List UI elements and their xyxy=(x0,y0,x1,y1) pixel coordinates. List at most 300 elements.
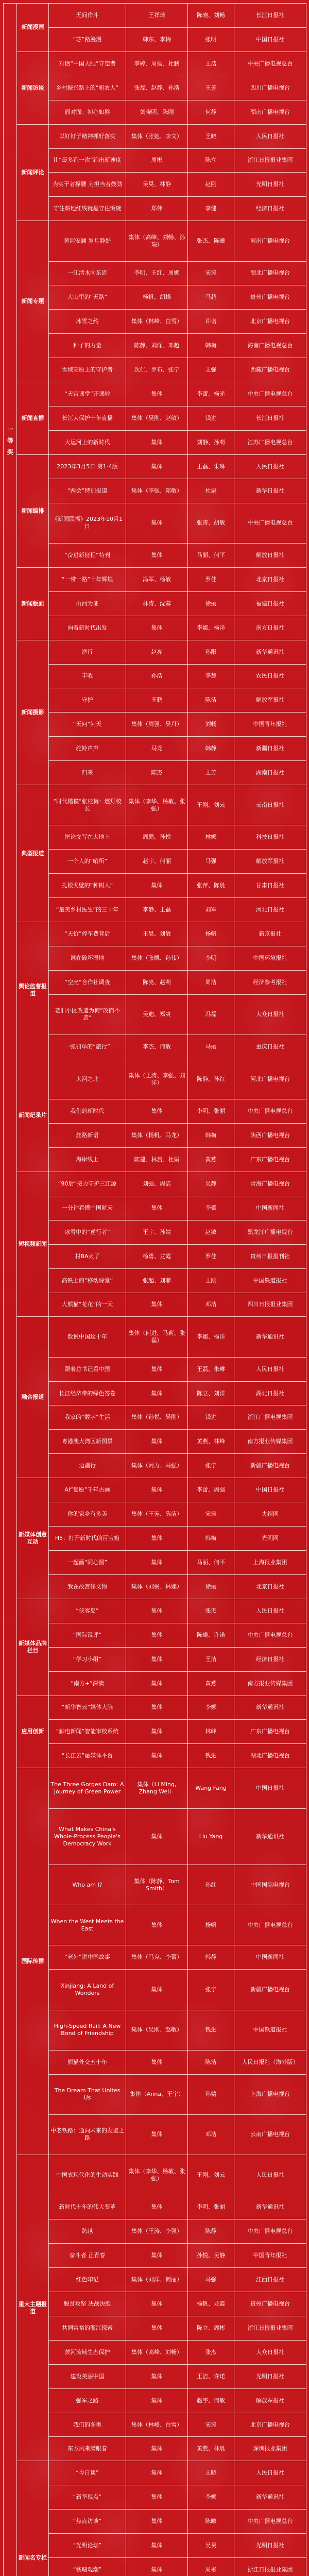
category-label: 新媒体创意互动 xyxy=(17,1478,49,1599)
publisher: 云南日报社 xyxy=(234,785,306,825)
table-row xyxy=(4,1527,306,1551)
authors: 王宇、孙婧 xyxy=(126,1220,188,1244)
publisher: 中国日报社 xyxy=(234,27,306,52)
authors: 集体 xyxy=(126,874,188,898)
authors: 韩东、李梅 xyxy=(126,27,188,52)
table-row xyxy=(4,1035,306,1059)
publisher: 江苏广播电视总台 xyxy=(234,430,306,454)
awards-table-body xyxy=(4,4,306,2576)
work-title: “学习小组” xyxy=(49,1647,126,1671)
category-label: 新闻摄影 xyxy=(17,640,49,785)
table-row xyxy=(4,1124,306,1148)
publisher: 中国环境报社 xyxy=(234,946,306,970)
work-title: H5：打开新时代的百宝箱 xyxy=(49,1527,126,1551)
authors: 集体（Li Ming, Zhang Wei） xyxy=(126,1768,188,1808)
table-row xyxy=(4,2364,306,2388)
work-title: “南方+”深读 xyxy=(49,1671,126,1696)
authors: 集体 xyxy=(126,1478,188,1502)
publisher: 长江日报社 xyxy=(234,4,306,28)
editors: 张杰 xyxy=(188,2340,234,2364)
work-title: “今日谈” xyxy=(49,2461,126,2485)
publisher: 湖北广播电视台 xyxy=(234,261,306,285)
publisher: 人民日报社 xyxy=(234,2155,306,2195)
publisher: 新华日报社 xyxy=(234,479,306,503)
publisher: 深圳报业集团 xyxy=(234,2437,306,2461)
work-title: 无间作斗 xyxy=(49,4,126,28)
work-title: Xinjiang: A Land of Wonders xyxy=(49,1970,126,2010)
editors: 杨帆 xyxy=(188,922,234,946)
editors: 李娜、杨洋 xyxy=(188,1317,234,1357)
work-title: 跟着总书记看中国 xyxy=(49,1357,126,1381)
editors: 杨帆 xyxy=(188,1905,234,1945)
authors: 周彬 xyxy=(126,148,188,173)
editors: 王芳 xyxy=(188,761,234,785)
authors: 冯军、杨敏 xyxy=(126,567,188,591)
editors: 王强 xyxy=(188,358,234,382)
work-title: 冰雪之约 xyxy=(49,310,126,334)
table-row xyxy=(4,874,306,898)
category-label: 新媒体品牌栏目 xyxy=(17,1599,49,1696)
authors: 集体（刘畅、林娜） xyxy=(126,1574,188,1599)
work-title: 粤港澳大湾区新图景 xyxy=(49,1430,126,1454)
publisher: 南方报业传媒集团 xyxy=(234,1671,306,1696)
editors: 韩梅 xyxy=(188,334,234,358)
editors: 黄燕、林晨 xyxy=(188,2437,234,2461)
table-row xyxy=(4,785,306,825)
editors: 张涛、胡敏 xyxy=(188,503,234,543)
publisher: 中国青年报社 xyxy=(234,2244,306,2268)
work-title: 数说中国这十年 xyxy=(49,1317,126,1357)
authors: 李静、王磊 xyxy=(126,898,188,922)
table-row xyxy=(4,406,306,431)
publisher: 中国铁道报社 xyxy=(234,2010,306,2050)
table-row xyxy=(4,4,306,28)
authors: 集体（张凯、孙伟） xyxy=(126,946,188,970)
publisher: 新华通讯社 xyxy=(234,1808,306,1865)
publisher: 新华通讯社 xyxy=(234,2195,306,2219)
work-title: 一张罚单的“旅行” xyxy=(49,1035,126,1059)
publisher: 河北广播电视台 xyxy=(234,1059,306,1099)
work-title: 乡村振兴路上的“新农人” xyxy=(49,76,126,100)
table-row xyxy=(4,2010,306,2050)
work-title: 对话“中国天眼”守望者 xyxy=(49,52,126,76)
category-label: 新闻纪录片 xyxy=(17,1059,49,1172)
table-row xyxy=(4,310,306,334)
editors: 王洁 xyxy=(188,52,234,76)
category-label: 新闻评论 xyxy=(17,124,49,221)
work-title: 扎根戈壁的“种树人” xyxy=(49,874,126,898)
table-row xyxy=(4,1865,306,1905)
authors: 王祥琦 xyxy=(126,4,188,28)
work-title: “最美乡村医生”的三十年 xyxy=(49,898,126,922)
authors: 马龙 xyxy=(126,737,188,761)
table-row xyxy=(4,970,306,994)
authors: 集体（林峰、白雪） xyxy=(126,2413,188,2437)
editors: 马超 xyxy=(188,285,234,310)
publisher: 广东广播电视台 xyxy=(234,1147,306,1172)
table-row xyxy=(4,2219,306,2244)
editors: 马丽、何平 xyxy=(188,1551,234,1575)
table-row xyxy=(4,173,306,197)
table-row xyxy=(4,1293,306,1317)
category-label: 新闻直播 xyxy=(17,382,49,455)
authors: 集体 xyxy=(126,1647,188,1671)
authors: 集体 xyxy=(126,1905,188,1945)
editors: 宋涛 xyxy=(188,1502,234,1527)
table-row xyxy=(4,27,306,52)
category-label: 国际传播 xyxy=(17,1768,49,2155)
authors: 张磊、赵静、孙浩 xyxy=(126,76,188,100)
table-row xyxy=(4,1970,306,2010)
category-label: 应用创新 xyxy=(17,1696,49,1768)
authors: 集体（杨帆、马龙） xyxy=(126,1124,188,1148)
authors: 集体 xyxy=(126,1808,188,1865)
authors: 集体 xyxy=(126,1551,188,1575)
editors: 韩静 xyxy=(188,1945,234,1970)
publisher: 大众日报社 xyxy=(234,2340,306,2364)
editors: 刘畅 xyxy=(188,713,234,737)
work-title: 红色印记 xyxy=(49,2268,126,2292)
table-row xyxy=(4,76,306,100)
authors: 集体（阿力、马强） xyxy=(126,1454,188,1478)
work-title: “老外”讲中国故事 xyxy=(49,1945,126,1970)
work-title: “国际锐评” xyxy=(49,1623,126,1647)
editors: 宋涛 xyxy=(188,261,234,285)
editors: 马丽 xyxy=(188,1035,234,1059)
category-label: 重大主题报道 xyxy=(17,2155,49,2461)
publisher: 中国国际电视台 xyxy=(234,1865,306,1905)
table-row xyxy=(4,1430,306,1454)
editors: 吴静 xyxy=(188,1172,234,1196)
work-title: “90后”接力守护三江源 xyxy=(49,1172,126,1196)
publisher: 新京报社 xyxy=(234,922,306,946)
table-row xyxy=(4,994,306,1035)
work-title: 脱贫攻坚 决战决胜 xyxy=(49,2292,126,2316)
work-title: “触电新闻”智能审校系统 xyxy=(49,1720,126,1744)
authors: 集体 xyxy=(126,2437,188,2461)
authors: 集体 xyxy=(126,1671,188,1696)
authors: 集体（Anna、王宇） xyxy=(126,2074,188,2114)
authors: 集体 xyxy=(126,2534,188,2558)
table-row xyxy=(4,2316,306,2340)
publisher: 光明日报社 xyxy=(234,2364,306,2388)
publisher: 中国日报社 xyxy=(234,1768,306,1808)
publisher: 云南广播电视台 xyxy=(234,2114,306,2155)
publisher: 北京日报社 xyxy=(234,1574,306,1599)
publisher: 新疆日报社 xyxy=(234,737,306,761)
publisher: 中央广播电视总台 xyxy=(234,382,306,406)
table-row xyxy=(4,1720,306,1744)
awards-table xyxy=(3,3,306,2576)
table-row xyxy=(4,1172,306,1196)
work-title: “天宫课堂”开课啦 xyxy=(49,382,126,406)
table-row xyxy=(4,850,306,874)
table-row xyxy=(4,1768,306,1808)
table-row xyxy=(4,1220,306,1244)
authors: 集体 xyxy=(126,2292,188,2316)
publisher: 央视网 xyxy=(234,1502,306,1527)
publisher: 农民日报社 xyxy=(234,664,306,688)
authors: 集体 xyxy=(126,1099,188,1124)
publisher: 大众日报社 xyxy=(234,994,306,1035)
editors: 陈立、刘洋 xyxy=(188,1381,234,1405)
table-row xyxy=(4,1147,306,1172)
table-row xyxy=(4,382,306,406)
authors: 集体（李华、杨敏、张强） xyxy=(126,785,188,825)
editors: 何静 xyxy=(188,100,234,124)
publisher: 中国新闻社 xyxy=(234,1196,306,1220)
work-title: 以钉钉子精神抓好落实 xyxy=(49,124,126,148)
authors: 陈建、林晨、杜娟 xyxy=(126,1147,188,1172)
table-row xyxy=(4,664,306,688)
work-title: 一分钟看懂中国航天 xyxy=(49,1196,126,1220)
table-row xyxy=(4,543,306,567)
editors: 张宁 xyxy=(188,1970,234,2010)
work-title: 老旧小区改造为何“改而不造” xyxy=(49,994,126,1035)
authors: 集体 xyxy=(126,2461,188,2485)
publisher: 光明日报社 xyxy=(234,173,306,197)
authors: 集体 xyxy=(126,1293,188,1317)
table-row xyxy=(4,1502,306,1527)
category-label: 新闻漫画 xyxy=(17,4,49,52)
editors: 黄燕 xyxy=(188,1147,234,1172)
work-title: 大河之北 xyxy=(49,1059,126,1099)
editors: 周彬 xyxy=(188,2558,234,2576)
table-row xyxy=(4,1671,306,1696)
publisher: 经济日报社 xyxy=(234,197,306,221)
editors: 李明、张丽 xyxy=(188,2195,234,2219)
editors: 钱进 xyxy=(188,1744,234,1768)
authors: 集体 xyxy=(126,382,188,406)
table-row xyxy=(4,761,306,785)
work-title: 海岸线上 xyxy=(49,1147,126,1172)
authors: 集体 xyxy=(126,1696,188,1720)
table-row xyxy=(4,688,306,713)
table-row xyxy=(4,1099,306,1124)
table-row xyxy=(4,1317,306,1357)
authors: 集体 xyxy=(126,2195,188,2219)
authors: 集体 xyxy=(126,2485,188,2510)
authors: 集体 xyxy=(126,430,188,454)
work-title: 村BA火了 xyxy=(49,1244,126,1268)
publisher: 海南广播电视总台 xyxy=(234,334,306,358)
publisher: 解放军报社 xyxy=(234,688,306,713)
editors: 张杰 xyxy=(188,1599,234,1623)
table-row xyxy=(4,2510,306,2534)
publisher: 贵州广播电视台 xyxy=(234,2292,306,2316)
authors: 王鹏 xyxy=(126,688,188,713)
table-row xyxy=(4,261,306,285)
table-row xyxy=(4,1905,306,1945)
work-title: 共同富裕的浙江探索 xyxy=(49,2316,126,2340)
publisher: 人民日报社 xyxy=(234,1357,306,1381)
work-title: 中国式现代化的生动实践 xyxy=(49,2155,126,2195)
work-title: “焦点访谈” xyxy=(49,2510,126,2534)
work-title: 守住耕地红线就是守住饭碗 xyxy=(49,197,126,221)
editors: 王芳 xyxy=(188,76,234,100)
table-row xyxy=(4,1551,306,1575)
publisher: 上海广播电视台 xyxy=(234,2074,306,2114)
table-row xyxy=(4,148,306,173)
publisher: 福建日报社 xyxy=(234,591,306,616)
editors: 陈洁 xyxy=(188,2050,234,2074)
editors: 王晓 xyxy=(188,124,234,148)
table-row xyxy=(4,2050,306,2074)
authors: 集体 xyxy=(126,2050,188,2074)
publisher: 贵州广播电视台 xyxy=(234,285,306,310)
category-label: 短视频新闻 xyxy=(17,1172,49,1317)
work-title: 我们的新时代 xyxy=(49,1099,126,1124)
table-row xyxy=(4,221,306,261)
publisher: 陕西广播电视台 xyxy=(234,1124,306,1148)
table-row xyxy=(4,2485,306,2510)
authors: 李明、王红、周娜 xyxy=(126,261,188,285)
table-row xyxy=(4,1945,306,1970)
authors: 周鹏、孙悦 xyxy=(126,825,188,850)
publisher: 青海广播电视台 xyxy=(234,1172,306,1196)
grade-label: 一等奖 xyxy=(6,426,14,460)
publisher: 四川广播电视台 xyxy=(234,76,306,100)
authors: 集体 xyxy=(126,1720,188,1744)
editors: 王晓 xyxy=(188,2461,234,2485)
work-title: “天问”问天 xyxy=(49,713,126,737)
publisher: 河北日报社 xyxy=(234,898,306,922)
authors: 吴迪、郑爽 xyxy=(126,994,188,1035)
editors: 陈立 xyxy=(188,148,234,173)
editors: 陈曦 xyxy=(188,2510,234,2534)
table-row xyxy=(4,52,306,76)
editors: 王刚 xyxy=(188,1268,234,1293)
table-row xyxy=(4,2074,306,2114)
publisher: 湖南广播电视台 xyxy=(234,100,306,124)
work-title: 建设美丽中国 xyxy=(49,2364,126,2388)
work-title: 边疆行 xyxy=(49,1454,126,1478)
table-row xyxy=(4,2558,306,2576)
editors: 马强 xyxy=(188,850,234,874)
editors: 张宁 xyxy=(188,1454,234,1478)
editors: 孙红 xyxy=(188,1865,234,1905)
category-label: 新闻版面 xyxy=(17,567,49,640)
table-row xyxy=(4,1623,306,1647)
category-label: 新闻名专栏 xyxy=(17,2461,49,2576)
category-label: 舆论监督报道 xyxy=(17,922,49,1059)
editors: 杜娟 xyxy=(188,479,234,503)
publisher: 人民日报社 xyxy=(234,2461,306,2485)
work-title: High-Speed Rail: A New Bond of Friendship xyxy=(49,2010,126,2050)
authors: 集体（高峰、刘畅、孙瑞） xyxy=(126,221,188,261)
authors: 赵宇、何丽 xyxy=(126,850,188,874)
work-title: “空壳”合作社调查 xyxy=(49,970,126,994)
publisher: 浙江日报报业集团 xyxy=(234,2558,306,2576)
publisher: 北京日报社 xyxy=(234,567,306,591)
authors: 陈亮、赵莉 xyxy=(126,970,188,994)
authors: 集体（张弛、李文） xyxy=(126,124,188,148)
table-row xyxy=(4,1808,306,1865)
authors: 集体（马克、李蕾） xyxy=(126,1945,188,1970)
work-title: “天价”停车费背后 xyxy=(49,922,126,946)
work-title: The Three Gorges Dam: A Journey of Green Power xyxy=(49,1768,126,1808)
publisher: 人民日报社 xyxy=(234,1599,306,1623)
work-title: 面对面：初心如磐 xyxy=(49,100,126,124)
publisher: 浙江日报报业集团 xyxy=(234,2316,306,2340)
publisher: 解放日报社 xyxy=(234,543,306,567)
table-row xyxy=(4,503,306,543)
publisher: 中央广播电视总台 xyxy=(234,1623,306,1647)
authors: 集体 xyxy=(126,2510,188,2534)
publisher: 湖北日报社 xyxy=(234,1381,306,1405)
work-title: 长江大保护十年直播 xyxy=(49,406,126,431)
work-title: “芯”路漫漫 xyxy=(49,27,126,52)
authors: 李杰、何敏 xyxy=(126,1035,188,1059)
work-title: 谁在破坏湿地 xyxy=(49,946,126,970)
authors: 集体（周强、吴丹） xyxy=(126,713,188,737)
work-title: 熊猫外交五十年 xyxy=(49,2050,126,2074)
authors: 集体 xyxy=(126,1970,188,2010)
authors: 集体（林峰、白雪） xyxy=(126,310,188,334)
publisher: 科技日报社 xyxy=(234,825,306,850)
editors: 李健 xyxy=(188,197,234,221)
work-title: “时代楷模”张桂梅：燃灯校长 xyxy=(49,785,126,825)
editors: 张萍、陈晨 xyxy=(188,874,234,898)
editors: 韩梅 xyxy=(188,1527,234,1551)
publisher: 贵州日报报刊社 xyxy=(234,1244,306,1268)
authors: 集体（刘洋、何丽） xyxy=(126,2268,188,2292)
table-row xyxy=(4,334,306,358)
editors: 赵敏 xyxy=(188,1220,234,1244)
category-label: 融合报道 xyxy=(17,1317,49,1478)
editors: 马强 xyxy=(188,2268,234,2292)
editors: 马丽、何平 xyxy=(188,543,234,567)
editors: 陈洁 xyxy=(188,688,234,713)
editors: 林娜 xyxy=(188,825,234,850)
table-row xyxy=(4,713,306,737)
authors: 王昊、刘敏 xyxy=(126,922,188,946)
work-title: “光明论坛” xyxy=(49,2534,126,2558)
publisher: 长江日报社 xyxy=(234,406,306,431)
authors: 集体（吴刚、赵敏） xyxy=(126,406,188,431)
table-row xyxy=(4,124,306,148)
editors: Wang Fang xyxy=(188,1768,234,1808)
work-title: The Dream That Unites Us xyxy=(49,2074,126,2114)
editors: 张杰、陈曦 xyxy=(188,221,234,261)
work-title: 驼铃声声 xyxy=(49,737,126,761)
authors: 赵亮 xyxy=(126,640,188,664)
table-row xyxy=(4,1405,306,1430)
work-title: 逆行 xyxy=(49,640,126,664)
authors: 集体 xyxy=(126,1527,188,1551)
work-title: “新华视点” xyxy=(49,2485,126,2510)
category-label: 新闻访谈 xyxy=(17,52,49,124)
table-row xyxy=(4,2195,306,2219)
grade-cell xyxy=(4,4,17,2576)
work-title: 大运河上的新时代 xyxy=(49,430,126,454)
editors: 刘静、孙莉 xyxy=(188,430,234,454)
work-title: 2023年3月5日 第1-4版 xyxy=(49,454,126,479)
publisher: 西藏广播电视台 xyxy=(234,358,306,382)
work-title: “奋进新征程”特刊 xyxy=(49,543,126,567)
table-row xyxy=(4,567,306,591)
publisher: 新华通讯社 xyxy=(234,1317,306,1357)
authors: 吴昊、林静 xyxy=(126,173,188,197)
editors: 李娜、杨洋 xyxy=(188,616,234,640)
editors: 李蕾、杨光 xyxy=(188,382,234,406)
publisher: 新华通讯社 xyxy=(234,640,306,664)
table-row xyxy=(4,1574,306,1599)
publisher: 南方日报社 xyxy=(234,616,306,640)
table-row xyxy=(4,2340,306,2364)
editors: 王洁 xyxy=(188,1647,234,1671)
editors: 许诺 xyxy=(188,310,234,334)
